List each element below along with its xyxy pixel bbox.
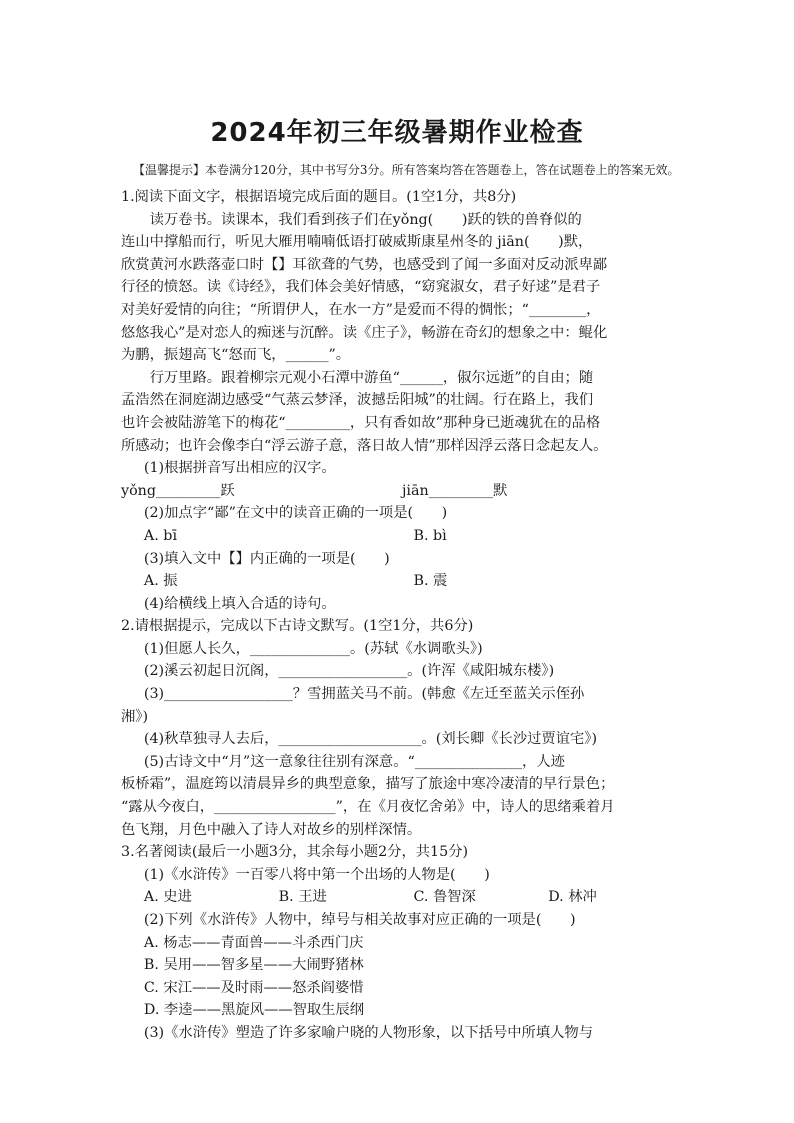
q1-passage-line: 行万里路。跟着柳宗元观小石潭中游鱼“______，俶尔远逝”的自由；随 [149,369,594,386]
q1-passage-line: 孟浩然在洞庭湖边感受“气蒸云梦泽，波撼岳阳城”的壮阔。行在路上，我们 [121,392,594,409]
exam-body [121,160,683,1045]
q1-heading: 1.阅读下面文字，根据语境完成后面的题目。(1空1分，共8分) [121,189,517,205]
q1-passage-line: 也许会被陆游笔下的梅花“_________，只有香如故”那种身已逝魂犹在的品格 [121,414,601,431]
q1-passage-line: 为鹏，振翅高飞“怒而飞，______”。 [121,347,351,364]
option-b: B. 吴用——智多星——大闹野猪林 [143,957,364,974]
q1-sub2: (2)加点字“鄙”在文中的读音正确的一项是( ) [143,505,448,522]
q1-passage-line: 所感动；也许会像李白“浮云游子意，落日故人情”那样因浮云落日念起友人。 [121,437,608,454]
option-c: C. 宋江——及时雨——怒杀阎婆惜 [143,979,364,996]
option-a: A. bī [143,527,178,544]
q1-sub4: (4)给横线上填入合适的诗句。 [143,595,336,612]
q1-passage-line: 悠悠我心”是对恋人的痴迷与沉醉。读《庄子》，畅游在奇幻的想象之中：鲲化 [121,324,608,341]
q3-sub1: (1)《水浒传》一百零八将中第一个出场的人物是( ) [143,866,490,883]
page-title: 2024年初三年级暑期作业检查 [210,118,584,148]
q2-sub3-cont: 湘》) [121,708,149,725]
option-b: B. 王进 [278,889,327,906]
q2-sub4: (4)秋草独寻人去后，____________________。(刘长卿《长沙过贾谊宅》) [143,731,598,748]
q1-sub1-answers [121,480,683,503]
q1-sub1: (1)根据拼音写出相应的汉字。 [143,460,336,477]
option-a: A. 振 [143,573,178,590]
q1-sub1-answer-a: yǒng_________跃 [121,482,235,499]
notice: 【温馨提示】本卷满分120分，其中书写分3分。所有答案均答在答题卷上，答在试题卷上的答案无效。 [133,163,680,177]
q2-sub3: (3)__________________？雪拥蓝关马不前。(韩愈《左迁至蓝关示侄孙 [143,686,585,703]
q1-sub3-options [121,570,683,593]
option-c: C. 鲁智深 [413,889,476,906]
q1-sub2-options [121,525,683,548]
q1-sub1-answer-b: jiān_________默 [402,482,508,499]
q2-sub5-cont: 板桥霜”，温庭筠以清晨异乡的典型意象，描写了旅途中寒冷凄清的早行景色； [121,776,615,793]
option-a: A. 杨志——青面兽——斗杀西门庆 [143,934,364,951]
option-d: D. 林冲 [548,889,597,906]
q3-sub2: (2)下列《水浒传》人物中，绰号与相关故事对应正确的一项是( ) [143,912,576,928]
q3-heading: 3.名著阅读(最后一小题3分，其余每小题2分，共15分) [121,844,469,861]
q1-passage-line: 读万卷书。读课本，我们看到孩子们在yǒng( )跃的铁的兽脊似的 [149,211,582,228]
option-b: B. 震 [413,573,448,590]
q2-sub5-cont: “露从今夜白，_________________”，在《月夜忆舍弟》中，诗人的思绪乘着月 [121,799,615,816]
q1-passage-line: 行径的愤怒。读《诗经》，我们体会美好情感，“窈窕淑女，君子好逑”是君子 [121,279,601,296]
q3-sub1-options [121,886,683,909]
q1-passage-line: 欣赏黄河水跌落壶口时【】耳欲聋的气势，也感受到了闻一多面对反动派卑鄙 [121,256,608,273]
option-b: B. bì [413,527,447,544]
q1-passage-line: 连山中撑船而行，听见大雁用喃喃低语打破威斯康星州冬的 jiān( )默， [121,234,593,251]
q2-heading: 2.请根据提示，完成以下古诗文默写。(1空1分，共6分) [121,618,474,635]
q2-sub5-cont: 色飞翔，月色中融入了诗人对故乡的别样深情。 [121,821,422,838]
q3-sub3: (3)《水浒传》塑造了许多家喻户晓的人物形象，以下括号中所填人物与 [143,1024,594,1041]
option-a: A. 史进 [143,889,192,906]
q1-sub3: (3)填入文中【】内正确的一项是( ) [143,550,390,567]
q2-sub2: (2)溪云初起日沉阁，__________________。(许浑《咸阳城东楼》) [143,663,555,680]
q2-sub1: (1)但愿人长久，______________。(苏轼《水调歌头》) [143,640,483,657]
q2-sub5: (5)古诗文中“月”这一意象往往别有深意。“_______________，人迹 [143,753,565,770]
option-d: D. 李逵——黑旋风——智取生辰纲 [143,1002,365,1019]
q1-passage-line: 对美好爱情的向往；“所谓伊人，在水一方”是爱而不得的惆怅；“________， [121,301,601,318]
